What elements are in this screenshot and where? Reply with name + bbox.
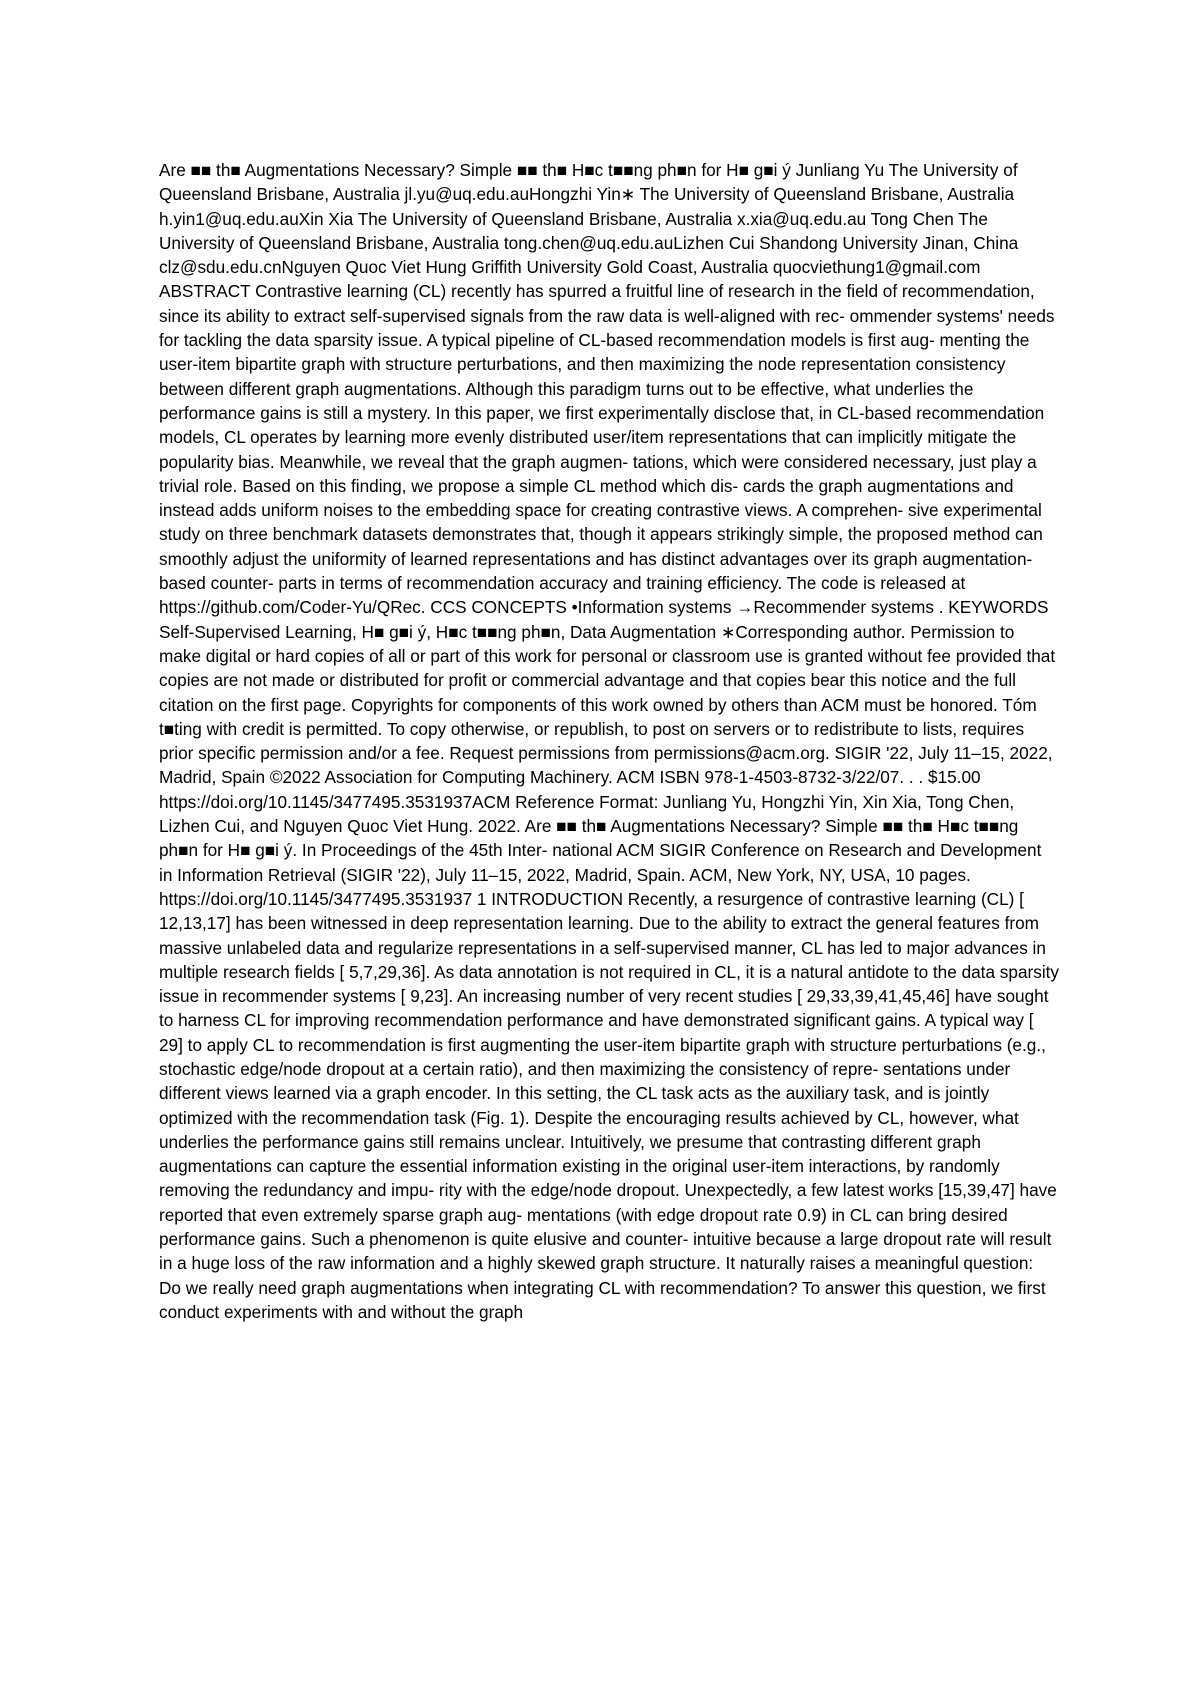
document-page (159, 158, 1059, 1558)
document-body-text: Are ■■ th■ Augmentations Necessary? Simple ■■ th■ H■c t■■ng ph■n for H■ g■i ý Junliang Yu The University of Queensland Brisbane, Australia jl.yu@uq.edu.auHongzhi Yin∗ The University of Queensland Brisbane, Australia h.yin1@uq.edu.auXin Xia The University of Queensland Brisbane, Australia x.xia@uq.edu.au Tong Chen The University of Queensland Brisbane, Australia tong.chen@uq.edu.auLizhen Cui Shandong University Jinan, China clz@sdu.edu.cnNguyen Quoc Viet Hung Griffith University Gold Coast, Australia quocviethung1@gmail.com ABSTRACT Contrastive learning (CL) recently has spurred a fruitful line of research in the field of recommendation, since its ability to extract self-supervised signals from the raw data is well-aligned with rec- ommender systems' needs for tackling the data sparsity issue. A typical pipeline of CL-based recommendation models is first aug- menting the user-item bipartite graph with structure perturbations, and then maximizing the node representation consistency between different graph augmentations. Although this paradigm turns out to be effective, what underlies the performance gains is still a mystery. In this paper, we first experimentally disclose that, in CL-based recommendation models, CL operates by learning more evenly distributed user/item representations that can implicitly mitigate the popularity bias. Meanwhile, we reveal that the graph augmen- tations, which were considered necessary, just play a trivial role. Based on this finding, we propose a simple CL method which dis- cards the graph augmentations and instead adds uniform noises to the embedding space for creating contrastive views. A comprehen- sive experimental study on three benchmark datasets demonstrates that, though it appears strikingly simple, the proposed method can smoothly adjust the uniformity of learned representations and has distinct advantages over its graph augmentation-based counter- parts in terms of recommendation accuracy and training efficiency. The code is released at https://github.com/Coder-Yu/QRec. CCS CONCEPTS •Information systems →Recommender systems . KEYWORDS Self-Supervised Learning, H■ g■i ý, H■c t■■ng ph■n, Data Augmentation ∗Corresponding author. Permission to make digital or hard copies of all or part of this work for personal or classroom use is granted without fee provided that copies are not made or distributed for profit or commercial advantage and that copies bear this notice and the full citation on the first page. Copyrights for components of this work owned by others than ACM must be honored. Tóm t■ting with credit is permitted. To copy otherwise, or republish, to post on servers or to redistribute to lists, requires prior specific permission and/or a fee. Request permissions from permissions@acm.org. SIGIR '22, July 11–15, 2022, Madrid, Spain ©2022 Association for Computing Machinery. ACM ISBN 978-1-4503-8732-3/22/07. . . $15.00 https://doi.org/10.1145/3477495.3531937ACM Reference Format: Junliang Yu, Hongzhi Yin, Xin Xia, Tong Chen, Lizhen Cui, and Nguyen Quoc Viet Hung. 2022. Are ■■ th■ Augmentations Necessary? Simple ■■ th■ H■c t■■ng ph■n for H■ g■i ý. In Proceedings of the 45th Inter- national ACM SIGIR Conference on Research and Development in Information Retrieval (SIGIR '22), July 11–15, 2022, Madrid, Spain. ACM, New York, NY, USA, 10 pages. https://doi.org/10.1145/3477495.3531937 1 INTRODUCTION Recently, a resurgence of contrastive learning (CL) [ 12,13,17] has been witnessed in deep representation learning. Due to the ability to extract the general features from massive unlabeled data and regularize representations in a self-supervised manner, CL has led to major advances in multiple research fields [ 5,7,29,36]. As data annotation is not required in CL, it is a natural antidote to the data sparsity issue in recommender systems [ 9,23]. An increasing number of very recent studies [ 29,33,39,41,45,46] have sought to harness CL for improving recommendation performance and have demonstrated significant gains. A typical way [ 29] to apply CL to recommendation is first augmenting the user-item bipartite graph with structure perturbations (e.g., stochastic edge/node dropout at a certain ratio), and then maximizing the consistency of repre- sentations under different views learned via a graph encoder. In this setting, the CL task acts as the auxiliary task, and is jointly optimized with the recommendation task (Fig. 1). Despite the encouraging results achieved by CL, however, what underlies the performance gains still remains unclear. Intuitively, we presume that contrasting different graph augmentations can capture the essential information existing in the original user-item interactions, by randomly removing the redundancy and impu- rity with the edge/node dropout. Unexpectedly, a few latest works [15,39,47] have reported that even extremely sparse graph aug- mentations (with edge dropout rate 0.9) in CL can bring desired performance gains. Such a phenomenon is quite elusive and counter- intuitive because a large dropout rate will result in a huge loss of the raw information and a highly skewed graph structure. It naturally raises a meaningful question: Do we really need graph augmentations when integrating CL with recommendation? To answer this question, we first conduct experiments with and without the graph (159, 160, 1059, 1322)
